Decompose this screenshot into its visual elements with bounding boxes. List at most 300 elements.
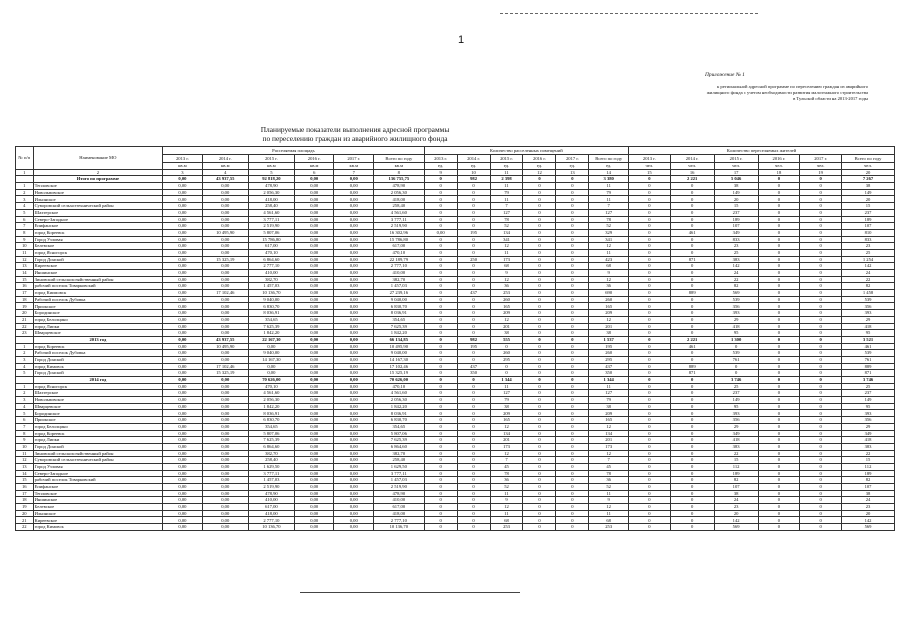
row-value: 0 xyxy=(490,343,523,350)
row-value: 201 xyxy=(490,437,523,444)
row-value: 0 xyxy=(457,477,490,484)
row-value: 0 xyxy=(628,397,670,404)
row-value: 0 xyxy=(758,484,800,491)
row-value: 0,00 xyxy=(424,229,457,236)
row-value: 0 xyxy=(758,497,800,504)
row-value: 0 xyxy=(758,243,800,250)
row-value: 0 xyxy=(800,517,842,524)
row-value: 0 xyxy=(628,183,670,190)
row-value: 0,00 xyxy=(334,303,374,310)
row-value: 0 xyxy=(523,457,556,464)
row-value: 10 136,70 xyxy=(248,524,294,531)
table-row xyxy=(16,370,895,377)
row-value: 0,00 xyxy=(202,390,248,397)
table-row xyxy=(16,216,895,223)
row-value: 0,00 xyxy=(163,430,203,437)
row-value: 478,90 xyxy=(248,490,294,497)
row-value: 2 221 xyxy=(670,336,714,343)
row-value: 0 xyxy=(523,330,556,337)
row-value: 0 xyxy=(628,323,670,330)
row-value: 0 xyxy=(457,457,490,464)
row-value: 0,00 xyxy=(202,377,248,384)
row-name: Город Донской xyxy=(33,256,163,263)
row-value: 43 937,55 xyxy=(202,336,248,343)
row-value: 78 xyxy=(490,470,523,477)
row-value: 0 xyxy=(670,390,714,397)
row-value: 0,00 xyxy=(334,243,374,250)
row-value: 258,40 xyxy=(248,457,294,464)
row-value: 27 239,16 xyxy=(374,290,425,297)
row-number: 22 xyxy=(16,323,34,330)
row-value: 0 xyxy=(800,450,842,457)
row-number: 9 xyxy=(16,437,34,444)
row-number: 13 xyxy=(16,463,34,470)
row-number: 15 xyxy=(16,477,34,484)
row-value: 0,00 xyxy=(294,216,334,223)
row-number: 8 xyxy=(16,430,34,437)
row-value: 173 xyxy=(490,443,523,450)
table-row xyxy=(16,470,895,477)
header-index: 14 xyxy=(589,169,629,176)
row-value: 52 xyxy=(589,484,629,491)
row-value: 437 xyxy=(457,363,490,370)
row-value: 0,00 xyxy=(163,316,203,323)
row-value: 0,00 xyxy=(163,223,203,230)
row-value: 0 xyxy=(523,377,556,384)
row-value: 23 xyxy=(842,504,895,511)
row-value: 871 xyxy=(842,370,895,377)
row-value: 0 xyxy=(424,430,457,437)
row-value: 0 xyxy=(628,350,670,357)
row-value: 0 xyxy=(556,323,589,330)
row-value: 0 xyxy=(628,276,670,283)
row-value: 617,00 xyxy=(248,504,294,511)
row-value: 0,00 xyxy=(202,497,248,504)
row-value: 0 xyxy=(424,236,457,243)
row-value: 0,00 xyxy=(334,524,374,531)
table-row xyxy=(16,390,895,397)
row-value: 0 xyxy=(628,484,670,491)
table-row xyxy=(16,484,895,491)
row-value: 1 458 xyxy=(842,290,895,297)
row-value: 209 xyxy=(589,410,629,417)
top-divider-line xyxy=(500,13,758,14)
row-value: 0,00 xyxy=(294,383,334,390)
row-value: 209 xyxy=(490,410,523,417)
row-value: 0 xyxy=(457,423,490,430)
row-value: 0,00 xyxy=(334,249,374,256)
row-value: 0 xyxy=(628,343,670,350)
row-value: 0 xyxy=(628,383,670,390)
row-value: 0,00 xyxy=(294,417,334,424)
row-value: 23 xyxy=(842,243,895,250)
row-name: город Кореевск xyxy=(33,430,163,437)
row-value: 0,00 xyxy=(202,270,248,277)
row-value: 0 xyxy=(556,330,589,337)
row-value: 1 842,20 xyxy=(248,403,294,410)
row-value: 0 xyxy=(523,256,556,263)
row-value: 189 xyxy=(842,470,895,477)
row-value: 0 xyxy=(556,316,589,323)
table-row xyxy=(16,249,895,256)
row-number: 14 xyxy=(16,470,34,477)
header-total: Всего по году xyxy=(842,155,895,163)
row-value: 0 xyxy=(556,397,589,404)
row-value: 0 xyxy=(670,356,714,363)
table-row xyxy=(16,430,895,437)
table-row xyxy=(16,229,895,236)
row-value: 68 xyxy=(589,517,629,524)
row-number: 20 xyxy=(16,510,34,517)
row-value: 0 xyxy=(424,383,457,390)
row-value: 0 xyxy=(556,223,589,230)
row-value: 0 xyxy=(670,484,714,491)
row-value: 173 xyxy=(589,443,629,450)
row-value: 0 xyxy=(758,343,800,350)
approval-line: в Тульской области на 2013-2017 годы xyxy=(793,96,868,102)
row-value: 0,00 xyxy=(334,410,374,417)
row-value: 0 xyxy=(628,330,670,337)
row-value: 383 xyxy=(714,443,758,450)
row-value: 70 626,00 xyxy=(248,377,294,384)
row-value: 0 xyxy=(424,330,457,337)
row-value: 0 xyxy=(800,437,842,444)
row-value: 0 xyxy=(523,403,556,410)
row-value: 1 457,03 xyxy=(374,477,425,484)
row-value: 0,00 xyxy=(202,330,248,337)
row-value: 23 xyxy=(714,504,758,511)
row-number: 18 xyxy=(16,497,34,504)
row-name: город Ясногорск xyxy=(33,249,163,256)
header-year: 2014 г. xyxy=(457,155,490,163)
header-index: 10 xyxy=(457,169,490,176)
header-index: 17 xyxy=(714,169,758,176)
row-value: 0,00 xyxy=(334,470,374,477)
row-value: 1 344 xyxy=(589,377,629,384)
row-value: 0 xyxy=(758,397,800,404)
row-value: 92 818,20 xyxy=(248,176,294,183)
row-value: 38 xyxy=(842,490,895,497)
row-name: Шварцевское xyxy=(33,330,163,337)
row-value: 0,00 xyxy=(163,263,203,270)
row-number: 11 xyxy=(16,249,34,256)
row-value: 11 xyxy=(589,510,629,517)
row-value: 356 xyxy=(842,303,895,310)
row-value: 0 xyxy=(523,310,556,317)
row-value: 3 777,11 xyxy=(248,216,294,223)
row-value: 0,00 xyxy=(334,397,374,404)
row-value: 0 xyxy=(424,256,457,263)
row-value: 0 xyxy=(523,343,556,350)
row-value: 0 xyxy=(714,363,758,370)
row-name: город Белолцино xyxy=(33,316,163,323)
row-value: 0,00 xyxy=(202,410,248,417)
row-value: 0,00 xyxy=(334,276,374,283)
header-unit: ед. xyxy=(457,163,490,170)
row-value: 0 xyxy=(556,216,589,223)
row-value: 0,00 xyxy=(294,477,334,484)
row-value: 0 xyxy=(758,263,800,270)
row-value: 0,00 xyxy=(334,383,374,390)
row-number: 11 xyxy=(16,450,34,457)
row-value: 0 xyxy=(523,463,556,470)
row-value: 0 xyxy=(628,283,670,290)
row-value: 5 807,06 xyxy=(374,430,425,437)
row-value: 15 325,19 xyxy=(202,256,248,263)
row-value: 22 xyxy=(842,450,895,457)
row-value: 0 xyxy=(628,270,670,277)
table-row xyxy=(16,383,895,390)
row-value: 0 xyxy=(758,417,800,424)
table-row xyxy=(16,356,895,363)
row-value: 0 xyxy=(424,203,457,210)
row-value: 0 xyxy=(800,249,842,256)
table-body xyxy=(16,176,895,530)
row-name: Приокское xyxy=(33,303,163,310)
row-value: 0,00 xyxy=(202,203,248,210)
table-row xyxy=(16,263,895,270)
table-row xyxy=(16,450,895,457)
row-value: 11 xyxy=(490,183,523,190)
row-value: 260 xyxy=(589,296,629,303)
row-value: 11 xyxy=(589,249,629,256)
row-name: Киреевское xyxy=(33,263,163,270)
row-number: 14 xyxy=(16,270,34,277)
row-value: 260 xyxy=(490,296,523,303)
row-value: 0,00 xyxy=(294,336,334,343)
row-value: 0 xyxy=(800,356,842,363)
row-value: 0,00 xyxy=(163,377,203,384)
indicators-table xyxy=(15,146,895,531)
row-value: 0 xyxy=(457,397,490,404)
row-value: 0,00 xyxy=(334,390,374,397)
row-value: 0,00 xyxy=(334,417,374,424)
row-value: 0,00 xyxy=(163,236,203,243)
row-value: 237 xyxy=(714,390,758,397)
row-value: 470,10 xyxy=(374,249,425,256)
row-value: 0 xyxy=(523,236,556,243)
row-value: 1 344 xyxy=(490,377,523,384)
table-row xyxy=(16,403,895,410)
row-value: 0,00 xyxy=(163,256,203,263)
row-value: 0,00 xyxy=(202,223,248,230)
row-value: 7 267 xyxy=(842,176,895,183)
row-value: 107 xyxy=(842,484,895,491)
row-value: 0 xyxy=(670,490,714,497)
row-value: 82 xyxy=(842,477,895,484)
row-value: 0 xyxy=(670,296,714,303)
row-value: 7 xyxy=(490,203,523,210)
header-index: 9 xyxy=(424,169,457,176)
row-value: 0 xyxy=(628,504,670,511)
row-value: 0,00 xyxy=(334,336,374,343)
row-value: 0 xyxy=(670,423,714,430)
row-value: 0 xyxy=(758,196,800,203)
row-value: 0 xyxy=(800,296,842,303)
row-value: 0 xyxy=(424,517,457,524)
table-row xyxy=(16,290,895,297)
row-value: 0 xyxy=(523,270,556,277)
row-value: 0 xyxy=(457,484,490,491)
row-number: 2 xyxy=(16,390,34,397)
row-value: 0 xyxy=(556,310,589,317)
row-value: 11 xyxy=(490,249,523,256)
row-value: 0 xyxy=(670,316,714,323)
row-value: 1 629,50 xyxy=(248,463,294,470)
row-value: 0 xyxy=(628,463,670,470)
row-value: 0 xyxy=(424,209,457,216)
row-value: 0,00 xyxy=(202,517,248,524)
row-number: 8 xyxy=(16,229,34,236)
row-value: 871 xyxy=(670,256,714,263)
row-value: 0,00 xyxy=(294,397,334,404)
row-value: 0 xyxy=(628,423,670,430)
row-value: 0 xyxy=(457,350,490,357)
row-value: 0,00 xyxy=(334,377,374,384)
header-year: 2014 г. xyxy=(202,155,248,163)
row-value: 0 xyxy=(670,477,714,484)
row-value: 0,00 xyxy=(294,223,334,230)
row-value: 0 xyxy=(628,176,670,183)
row-value: 3 380 xyxy=(589,176,629,183)
row-value: 0 xyxy=(628,196,670,203)
row-value: 0 xyxy=(457,410,490,417)
row-value: 0,00 xyxy=(294,303,334,310)
row-value: 0 xyxy=(457,510,490,517)
header-unit: кв.м xyxy=(334,163,374,170)
row-name: Город Донской xyxy=(33,443,163,450)
row-value: 0 xyxy=(523,370,556,377)
table-row xyxy=(16,517,895,524)
row-value: 0,00 xyxy=(163,310,203,317)
row-name: Рабочий поселок Дубовка xyxy=(33,296,163,303)
row-value: 36 xyxy=(490,283,523,290)
row-value: 0 xyxy=(714,370,758,377)
row-name: Белевское xyxy=(33,504,163,511)
row-value: 0 xyxy=(800,283,842,290)
row-value: 0 xyxy=(556,283,589,290)
row-value: 0 xyxy=(424,457,457,464)
row-value: 112 xyxy=(714,463,758,470)
row-value: 0 xyxy=(758,256,800,263)
row-name: город Киимовск xyxy=(33,290,163,297)
row-value: 0,00 xyxy=(163,450,203,457)
row-value: 0 xyxy=(628,457,670,464)
row-value: 0 xyxy=(424,423,457,430)
row-value: 0,00 xyxy=(163,249,203,256)
row-value: 2 519,90 xyxy=(374,223,425,230)
row-value: 22 189,79 xyxy=(374,256,425,263)
row-value: 0 xyxy=(800,223,842,230)
row-value: 0 xyxy=(523,183,556,190)
row-value: 0 xyxy=(523,189,556,196)
row-value: 418 xyxy=(842,437,895,444)
row-value: 17 102,46 xyxy=(202,290,248,297)
row-value: 0 xyxy=(556,490,589,497)
row-value: 82 xyxy=(842,283,895,290)
row-value: 0 xyxy=(800,470,842,477)
row-value: 0 xyxy=(758,463,800,470)
row-value: 0,00 xyxy=(202,236,248,243)
row-value: 36 xyxy=(490,477,523,484)
row-name: город Ясногорск xyxy=(33,383,163,390)
table-row xyxy=(16,303,895,310)
row-value: 0 xyxy=(457,316,490,323)
row-value: 209 xyxy=(490,310,523,317)
row-value: 12 xyxy=(589,276,629,283)
row-value: 7 625,39 xyxy=(248,437,294,444)
row-value: 36 xyxy=(589,283,629,290)
table-row xyxy=(16,243,895,250)
row-name: рабочий поселок Товарковский xyxy=(33,477,163,484)
row-value: 0 xyxy=(670,209,714,216)
row-value: 0 xyxy=(556,343,589,350)
row-value: 0 xyxy=(800,417,842,424)
row-value: 15 786,80 xyxy=(374,236,425,243)
row-name: Город Донской xyxy=(33,370,163,377)
header-index: 4 xyxy=(202,169,248,176)
header-unit: ед. xyxy=(556,163,589,170)
row-value: 0 xyxy=(523,363,556,370)
row-value: 0 xyxy=(556,243,589,250)
row-value: 0,00 xyxy=(163,290,203,297)
row-value: 0 xyxy=(523,249,556,256)
row-value: 0 xyxy=(628,490,670,497)
header-area: Расселяемая площадь xyxy=(163,147,424,155)
header-name: Наименование МО xyxy=(33,147,163,170)
row-value: 0 xyxy=(800,290,842,297)
row-value: 127 xyxy=(490,390,523,397)
row-value: 8 036,91 xyxy=(374,410,425,417)
row-value: 0 xyxy=(457,356,490,363)
row-name: Город Узловая xyxy=(33,236,163,243)
row-value: 761 xyxy=(842,356,895,363)
row-value: 0 xyxy=(424,249,457,256)
row-value: 66 134,85 xyxy=(374,336,425,343)
row-value: 0 xyxy=(424,437,457,444)
row-value: 0 xyxy=(556,484,589,491)
row-value: 9 xyxy=(490,270,523,277)
row-value: 0 xyxy=(628,189,670,196)
row-value: 0,00 xyxy=(334,229,374,236)
row-value: 0 xyxy=(523,450,556,457)
row-value: 0 xyxy=(670,203,714,210)
row-value: 349 xyxy=(714,229,758,236)
row-value: 1 457,03 xyxy=(248,283,294,290)
header-year: 2015 г. xyxy=(248,155,294,163)
row-value: 0,00 xyxy=(163,457,203,464)
row-value: 0,00 xyxy=(334,350,374,357)
row-value: 0 xyxy=(523,229,556,236)
row-value: 0 xyxy=(457,470,490,477)
header-year: 2017 г. xyxy=(556,155,589,163)
row-value: 15 xyxy=(842,457,895,464)
row-value: 0 xyxy=(628,497,670,504)
row-value: 0 xyxy=(758,209,800,216)
row-value: 0 xyxy=(670,216,714,223)
row-value: 0,00 xyxy=(334,517,374,524)
row-value: 0 xyxy=(670,524,714,531)
row-value: 423 xyxy=(589,256,629,263)
row-value: 0 xyxy=(523,510,556,517)
row-name: город Белолцино xyxy=(33,423,163,430)
row-value: 0 xyxy=(523,490,556,497)
table-row xyxy=(16,477,895,484)
row-value: 12 xyxy=(490,316,523,323)
row-value: 0 xyxy=(523,216,556,223)
row-value: 382,70 xyxy=(374,276,425,283)
row-value: 0 xyxy=(424,390,457,397)
